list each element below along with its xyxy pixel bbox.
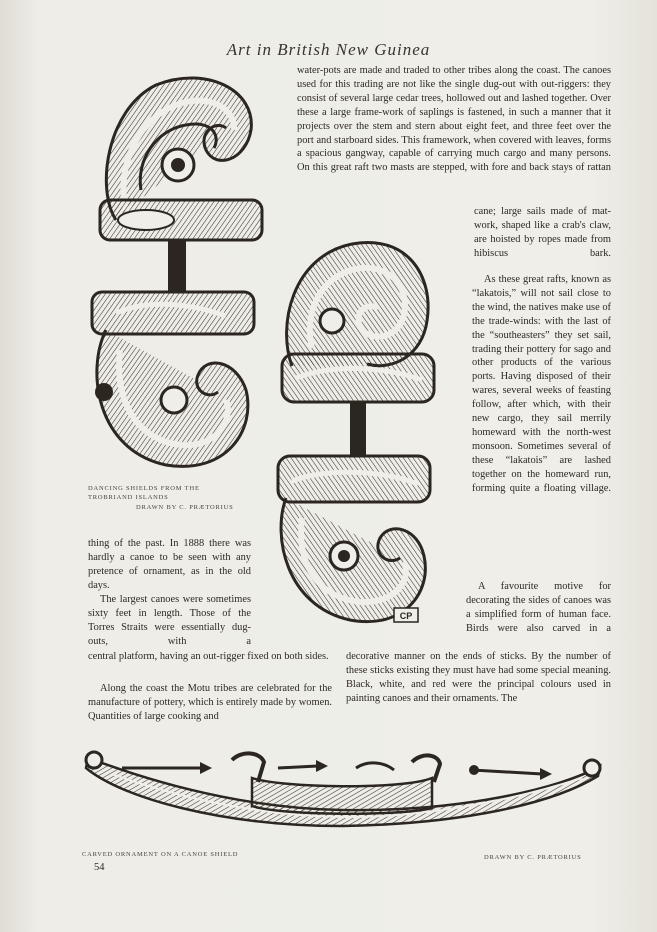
running-title: Art in British New Guinea: [226, 40, 431, 59]
shields-caption-credit: DRAWN BY C. PRÆTORIUS: [136, 504, 234, 511]
paragraph-colours: decorative manner on the ends of sticks. By the number of these sticks existing they must have had some special meaning. Black, white, and red were the principal colours used in painting canoes and their ornaments. The: [346, 651, 611, 704]
ornament-caption-credit: DRAWN BY C. PRÆTORIUS: [484, 854, 582, 861]
paragraph-past: thing of the past. In 1888 there was hardly a canoe to be seen with any pretence of ornament, as in the old days.: [88, 538, 251, 591]
paragraph-sails: cane; large sails made of mat-work, shaped like a crab's claw, are hoisted by ropes made from hibiscus bark.: [474, 206, 611, 259]
canoe-ornament-illustration: [82, 748, 604, 838]
paragraph-trading-canoes: water-pots are made and traded to other tribes along the coast. The canoes used for this trading are not like the single dug-out with out-riggers: they consist of several large cedar trees, hollowed out and lashed together. Over these a large frame-work of saplings is fastened, in such a manner that it projects over the stem and stern about eight feet, and three feet over the port and starboard sides. This framework, when covered with leaves, forms a spacious gangway, capable of carrying much cargo and many persons. On this great raft two masts are stepped, with fore and back stays of rattan: [297, 65, 611, 174]
page-number: 54: [94, 862, 105, 873]
dancing-shield-right-illustration: [272, 236, 440, 628]
paragraph-motu-tribes: Along the coast the Motu tribes are celebrated for the manufacture of pottery, which is entirely made by women. Quantities of large cooking and: [88, 683, 332, 722]
paragraph-motive: A favourite motive for decorating the sides of canoes was a simplified form of human face. Birds were also carved in a: [466, 581, 611, 634]
shields-caption-line1: DANCING SHIELDS FROM THE: [88, 485, 200, 492]
ornament-caption: CARVED ORNAMENT ON A CANOE SHIELD: [82, 851, 239, 858]
paragraph-largest-canoes: The largest canoes were sometimes sixty feet in length. Those of the Torres Straits were essentially dug-outs, with a: [88, 594, 251, 647]
shields-caption-line2: TROBRIAND ISLANDS: [88, 494, 169, 501]
dancing-shield-left-illustration: [86, 70, 266, 480]
artist-monogram: CP: [399, 611, 413, 621]
paragraph-platform: central platform, having an out-rigger fixed on both sides.: [88, 651, 329, 662]
paragraph-lakatois: As these great rafts, known as “lakatois,” will not sail close to the wind, the natives make use of the trade-winds: with the last of the “southeasters” they set sail, trading their pottery for sago and other products of the various ports. Having disposed of their wares, several weeks of feasting follow, after which, with their new cargo, they sail merrily homeward with the north-west monsoon. Sometimes several of these “lakatois” are lashed together on the homeward run, forming quite a floating village.: [472, 274, 611, 494]
